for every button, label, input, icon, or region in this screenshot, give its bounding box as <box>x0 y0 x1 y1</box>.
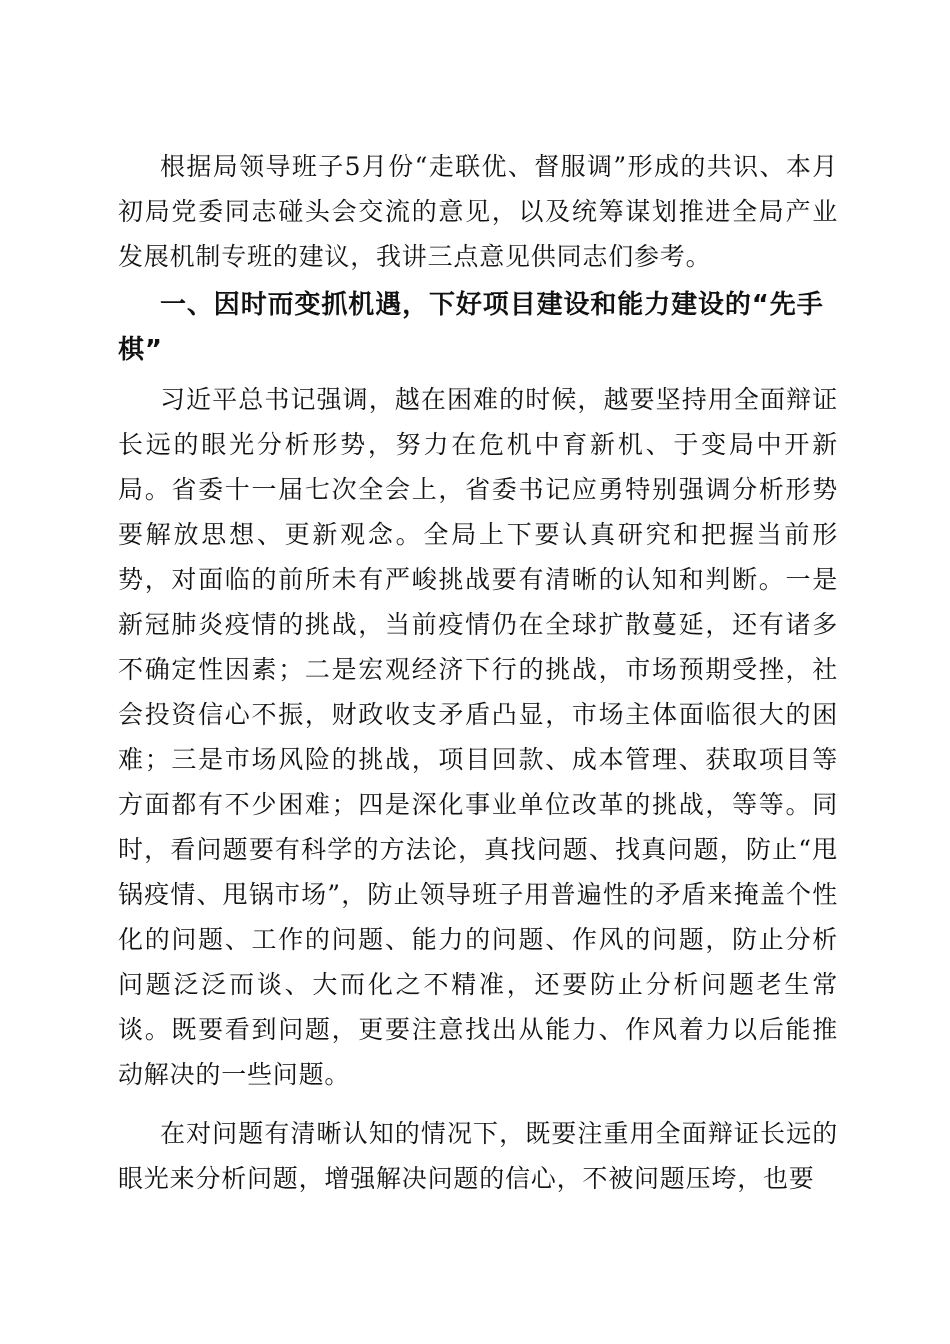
section-1-paragraph-1: 习近平总书记强调，越在困难的时候，越要坚持用全面辩证长远的眼光分析形势，努力在危机中育新机、于变局中开新局。省委十一届七次全会上，省委书记应勇特别强调分析形势要解放思想、更新观念。全局上下要认真研究和把握当前形势，对面临的前所未有严峻挑战要有清晰的认知和判断。一是新冠肺炎疫情的挑战，当前疫情仍在全球扩散蔓延，还有诸多不确定性因素；二是宏观经济下行的挑战，市场预期受挫，社会投资信心不振，财政收支矛盾凸显，市场主体面临很大的困难；三是市场风险的挑战，项目回款、成本管理、获取项目等方面都有不少困难；四是深化事业单位改革的挑战，等等。同时，看问题要有科学的方法论，真找问题、找真问题，防止“甩锅疫情、甩锅市场”，防止领导班子用普遍性的矛盾来掩盖个性化的问题、工作的问题、能力的问题、作风的问题，防止分析问题泛泛而谈、大而化之不精准，还要防止分析问题老生常谈。既要看到问题，更要注意找出从能力、作风着力以后能推动解决的一些问题。 <box>118 385 838 1089</box>
section-1-paragraph-2: 在对问题有清晰认知的情况下，既要注重用全面辩证长远的眼光来分析问题，增强解决问题的信心，不被问题压垮，也要 <box>118 1119 838 1193</box>
document-body <box>118 144 838 1201</box>
intro-paragraph: 根据局领导班子5月份“走联优、督服调”形成的共识、本月初局党委同志碰头会交流的意见，以及统筹谋划推进全局产业发展机制专班的建议，我讲三点意见供同志们参考。 <box>118 152 838 271</box>
section-1-heading: 一、因时而变抓机遇，下好项目建设和能力建设的“先手棋” <box>118 290 824 365</box>
